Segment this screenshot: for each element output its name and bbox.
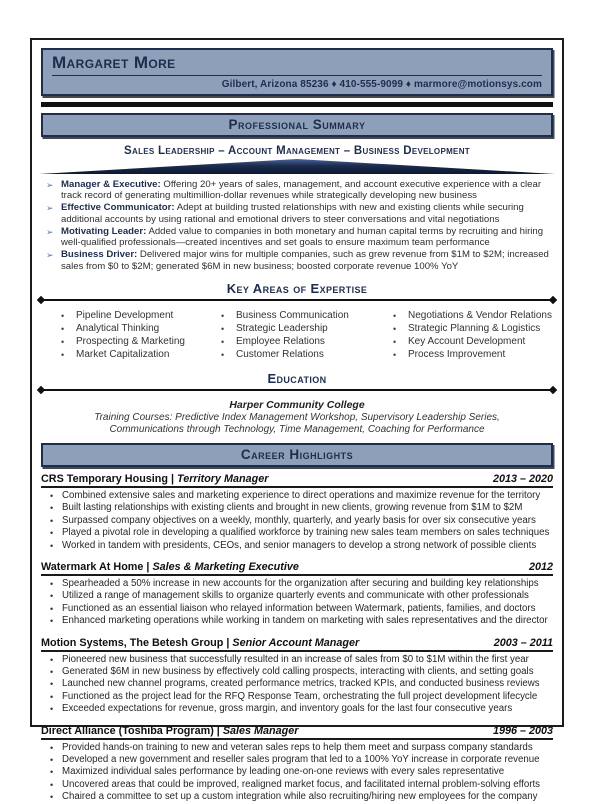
expertise-item xyxy=(61,349,221,360)
section-header-professional-summary: Professional Summary xyxy=(41,113,553,137)
job-bullet-list xyxy=(41,654,553,716)
dot-bullet-icon: • xyxy=(50,515,54,526)
dot-bullet-icon: • xyxy=(50,490,54,501)
dot-bullet-icon: • xyxy=(50,792,54,803)
job-bullet-item xyxy=(41,742,553,754)
job-bullet-list xyxy=(41,490,553,552)
job-bullet-text: Exceeded expectations for revenue, gross margin, and inventory goals for the last four consecutive years xyxy=(62,703,513,715)
dot-bullet-icon: • xyxy=(50,742,54,753)
education-school: Harper Community College xyxy=(229,398,365,411)
job-bullet-item xyxy=(41,691,553,703)
dot-bullet-icon: • xyxy=(50,755,54,766)
expertise-item xyxy=(221,349,393,360)
arrow-bullet-icon: ➢ xyxy=(46,226,54,237)
job-bullet-item xyxy=(41,527,553,539)
expertise-column xyxy=(221,310,393,362)
dot-bullet-icon: • xyxy=(50,779,54,790)
job-bullet-text: Played a pivotal role in developing a qualified workforce by training new sales team members on sales techniques xyxy=(62,527,550,539)
expertise-item xyxy=(393,323,557,334)
summary-highlight-item xyxy=(44,226,550,248)
highlight-label: Motivating Leader: xyxy=(61,225,147,237)
dot-bullet-icon: • xyxy=(50,616,54,627)
dot-bullet-icon: • xyxy=(50,767,54,778)
dot-bullet-icon: • xyxy=(221,323,225,334)
highlight-body: Offering 20+ years of sales, management, and account executive experience with a clear track record of generating multimillion-dollar revenues while strategically developing new business xyxy=(61,179,542,202)
expertise-title: Key Areas of Expertise xyxy=(226,280,368,296)
job-dates: 2013 – 2020 xyxy=(492,472,553,485)
job-company: Watermark At Home xyxy=(41,560,144,573)
job-bullet-text: Launched new channel programs, created performance metrics, tracked KPIs, and conducted business reviews xyxy=(62,678,540,690)
diamond-endpoint-icon xyxy=(37,386,45,394)
job-bullet-item xyxy=(41,490,553,502)
job-bullet-text: Pioneered new business that successfully resulted in an increase of sales from $0 to $1M within the first year xyxy=(62,653,529,665)
dot-bullet-icon: • xyxy=(50,691,54,702)
arrow-bullet-icon: ➢ xyxy=(46,250,54,261)
job-bullet-item xyxy=(41,703,553,715)
contact-line: Gilbert, Arizona 85236 ♦ 410-555-9099 ♦ marmore@motionsys.com xyxy=(221,79,542,90)
summary-highlight-item xyxy=(44,202,550,224)
job-separator: | xyxy=(226,636,230,649)
job-bullet-list xyxy=(41,742,553,804)
dot-bullet-icon: • xyxy=(50,603,54,614)
job-role: Senior Account Manager xyxy=(232,636,360,649)
job-dates: 2003 – 2011 xyxy=(493,636,553,649)
expertise-grid xyxy=(37,303,557,362)
job-role: Sales Manager xyxy=(222,724,299,737)
expertise-item-label: Strategic Leadership xyxy=(236,322,328,334)
education-rule xyxy=(38,387,556,393)
job-bullet-text: Worked in tandem with presidents, CEOs, and senior managers to develop a strong network of possible clients xyxy=(62,539,537,551)
dot-bullet-icon: • xyxy=(393,349,397,360)
highlight-text xyxy=(61,202,550,224)
header-divider xyxy=(52,75,542,76)
job-bullet-item xyxy=(41,779,553,791)
dot-bullet-icon: • xyxy=(393,323,397,334)
candidate-name: Margaret More xyxy=(52,53,176,72)
highlight-text xyxy=(61,179,550,201)
job-bullet-text: Spearheaded a 50% increase in new accounts for the organization after securing and building key relationships xyxy=(62,577,539,589)
dot-bullet-icon: • xyxy=(50,578,54,589)
dot-bullet-icon: • xyxy=(61,336,65,347)
job-bullet-text: Utilized a range of management skills to organize quarterly events and communicate with other professionals xyxy=(62,590,529,602)
diamond-endpoint-icon xyxy=(549,386,557,394)
dot-bullet-icon: • xyxy=(50,591,54,602)
job-bullet-item xyxy=(41,578,553,590)
job-entry xyxy=(41,725,553,804)
job-bullet-text: Uncovered areas that could be improved, realigned market focus, and facilitated internal problem-solving efforts xyxy=(62,778,540,790)
expertise-item-label: Process Improvement xyxy=(408,348,506,360)
job-company: CRS Temporary Housing xyxy=(41,472,168,485)
job-bullet-text: Built lasting relationships with existing clients and brought in new clients, growing revenue from $1M to $2M xyxy=(62,502,523,514)
summary-highlight-item xyxy=(44,249,550,271)
dot-bullet-icon: • xyxy=(61,349,65,360)
education-title: Education xyxy=(267,370,327,386)
job-separator: | xyxy=(216,724,220,737)
job-bullet-list xyxy=(41,578,553,628)
job-bullet-item xyxy=(41,791,553,803)
expertise-item-label: Analytical Thinking xyxy=(76,322,160,334)
job-role: Territory Manager xyxy=(177,472,269,485)
highlight-text xyxy=(61,249,550,271)
job-bullet-text: Surpassed company objectives on a weekly, monthly, quarterly, and yearly basis for over six consecutive years xyxy=(62,514,536,526)
job-separator: | xyxy=(170,472,175,485)
highlight-body: Adept at building trusted relationships with new and existing clients while securing additional accounts by using rational and emotional drivers to steer conversations and vital negotiations xyxy=(61,202,524,225)
job-bullet-text: Enhanced marketing operations while working in tandem on marketing with sales representatives and the director xyxy=(62,615,548,627)
rule-line xyxy=(42,299,552,302)
job-bullet-text: Functioned as the project lead for the RFQ Response Team, orchestrating the full project development lifecycle xyxy=(62,690,538,702)
expertise-item xyxy=(61,323,221,334)
expertise-item xyxy=(221,336,393,347)
expertise-item xyxy=(61,310,221,321)
dot-bullet-icon: • xyxy=(50,667,54,677)
header-name-box xyxy=(41,48,553,96)
expertise-item-label: Pipeline Development xyxy=(76,309,174,321)
job-header xyxy=(41,561,553,576)
section-header-career-highlights: Career Highlights xyxy=(41,443,553,467)
job-entry xyxy=(41,637,553,716)
highlight-label: Effective Communicator: xyxy=(61,202,175,214)
job-bullet-item xyxy=(41,590,553,602)
job-bullet-text: Developed a new government and reseller sales program that led to a 100% YoY increase in corporate revenue xyxy=(62,754,540,766)
section-heading-expertise xyxy=(37,281,557,303)
dot-bullet-icon: • xyxy=(393,336,397,347)
job-role: Sales & Marketing Executive xyxy=(152,560,299,573)
expertise-item xyxy=(393,349,557,360)
job-company: Direct Alliance (Toshiba Program) xyxy=(41,724,214,737)
highlight-label: Business Driver: xyxy=(61,249,138,261)
expertise-item xyxy=(61,336,221,347)
job-header xyxy=(41,725,553,740)
job-title-line xyxy=(41,473,268,485)
header-separator-bar xyxy=(41,102,553,107)
expertise-item-label: Business Communication xyxy=(236,309,349,321)
job-bullet-item xyxy=(41,502,553,514)
dot-bullet-icon: • xyxy=(50,528,54,539)
expertise-item-label: Key Account Development xyxy=(408,335,526,347)
job-bullet-item xyxy=(41,754,553,766)
job-bullet-text: Maximized individual sales performance by leading one-on-one reviews with every sales representative xyxy=(62,766,505,778)
job-bullet-item xyxy=(41,666,553,678)
job-bullet-item xyxy=(41,615,553,627)
job-company: Motion Systems, The Betesh Group xyxy=(41,636,224,649)
job-bullet-text: Functioned as an essential liaison who relayed information between Watermark, patients, families, and doctors xyxy=(62,602,536,614)
expertise-item-label: Market Capitalization xyxy=(76,348,170,360)
job-bullet-text: Generated $6M in new business by effectively cold calling prospects, interacting with clients, and setting goals xyxy=(62,666,534,677)
dot-bullet-icon: • xyxy=(61,323,65,334)
job-title-line xyxy=(41,561,299,573)
expertise-item-label: Negotiations & Vendor Relations xyxy=(408,309,552,321)
job-bullet-text: Chaired a committee to set up a custom integration while also recruiting/hiring new employees for the company xyxy=(62,791,538,803)
dot-bullet-icon: • xyxy=(50,704,54,715)
education-details: Training Courses: Predictive Index Management Workshop, Supervisory Leadership Series, Communications through Technology, Time Management, Coaching for Performance xyxy=(94,411,500,436)
expertise-item-label: Customer Relations xyxy=(236,348,324,360)
expertise-item xyxy=(221,323,393,334)
job-separator: | xyxy=(146,560,150,573)
dot-bullet-icon: • xyxy=(50,503,54,514)
summary-highlights xyxy=(44,179,550,272)
expertise-column xyxy=(61,310,221,362)
dot-bullet-icon: • xyxy=(50,540,54,551)
resume-page xyxy=(30,38,564,803)
highlight-text xyxy=(61,226,550,248)
arrow-bullet-icon: ➢ xyxy=(46,203,54,214)
job-bullet-text: Provided hands-on training to new and veteran sales reps to help them meet and surpass company standards xyxy=(62,741,533,753)
highlight-body: Delivered major wins for multiple companies, such as grew revenue from $1M to $2M; increased sales from $0 to $2M; generated $6M in new business; boosted corporate revenue 100% YoY xyxy=(61,249,549,272)
summary-subtitle: Sales Leadership – Account Management – Business Development xyxy=(124,145,470,157)
expertise-item xyxy=(393,310,557,321)
rule-line xyxy=(42,389,552,392)
dot-bullet-icon: • xyxy=(50,654,54,665)
job-title-line xyxy=(41,725,298,737)
triangle-divider xyxy=(39,159,555,174)
job-bullet-item xyxy=(41,540,553,552)
dot-bullet-icon: • xyxy=(221,349,225,360)
job-header xyxy=(41,473,553,488)
expertise-item xyxy=(393,336,557,347)
job-title-line xyxy=(41,637,359,649)
expertise-item-label: Prospecting & Marketing xyxy=(76,335,185,347)
job-bullet-item xyxy=(41,678,553,690)
job-dates: 1996 – 2003 xyxy=(492,724,553,737)
arrow-bullet-icon: ➢ xyxy=(46,180,54,190)
dot-bullet-icon: • xyxy=(61,310,65,321)
dot-bullet-icon: • xyxy=(221,336,225,347)
expertise-column xyxy=(393,310,557,362)
job-entry xyxy=(41,561,553,628)
job-bullet-item xyxy=(41,515,553,527)
dot-bullet-icon: • xyxy=(221,310,225,321)
dot-bullet-icon: • xyxy=(393,310,397,321)
highlight-label: Manager & Executive: xyxy=(61,179,161,190)
job-bullet-item xyxy=(41,654,553,666)
job-dates: 2012 xyxy=(528,560,553,573)
expertise-item xyxy=(221,310,393,321)
dot-bullet-icon: • xyxy=(50,679,54,690)
highlight-body: Added value to companies in both monetary and human capital terms by recruiting and hiring well-qualified professionals—created incentives and set goals to ensure maximum team performance xyxy=(61,225,544,249)
expertise-item-label: Strategic Planning & Logistics xyxy=(408,322,541,334)
expertise-item-label: Employee Relations xyxy=(236,335,325,347)
job-header xyxy=(41,637,553,652)
job-bullet-item xyxy=(41,766,553,778)
job-bullet-item xyxy=(41,603,553,615)
summary-highlight-item xyxy=(44,179,550,201)
job-bullet-text: Combined extensive sales and marketing experience to direct operations and maximize revenue for the territory xyxy=(62,489,541,501)
job-list xyxy=(41,473,553,804)
section-heading-education xyxy=(37,371,557,393)
job-entry xyxy=(41,473,553,552)
